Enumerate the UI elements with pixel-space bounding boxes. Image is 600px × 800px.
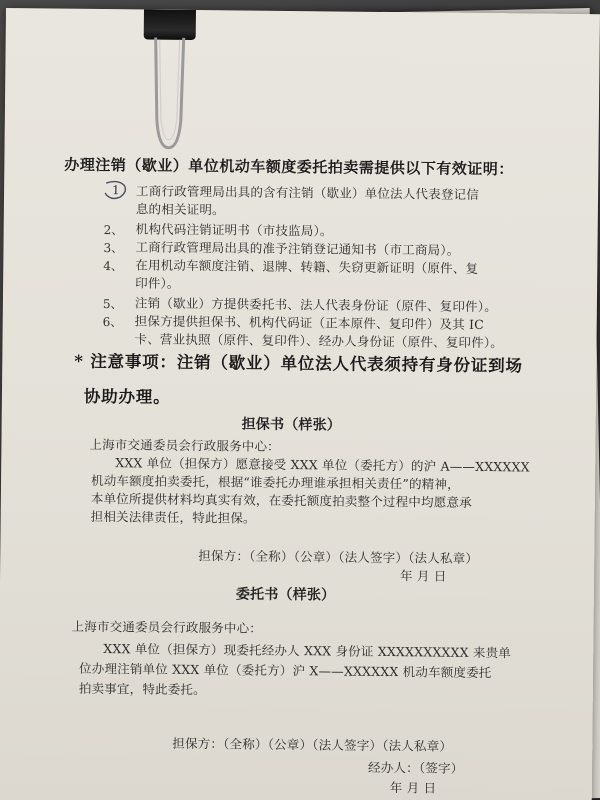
item-4-line-2: 印件）。: [135, 275, 180, 291]
notice-line-1: * 注意事项：注销（歇业）单位法人代表须持有身份证到场: [74, 351, 523, 376]
item-number-5: 5、: [102, 297, 123, 312]
guarantee-date: 年 月 日: [399, 568, 447, 584]
item-3-line-1: 工商行政管理局出具的准予注销登记通知书（市工商局）。: [135, 239, 460, 258]
paper-sheet: [0, 8, 600, 800]
guarantee-body-line-2: 机动车额度拍卖委托，根据“谁委托办理谁承担相关责任”的精神，: [90, 472, 460, 492]
entrust-date: 年 月 日: [389, 780, 437, 796]
item-number-3: 3、: [103, 241, 124, 256]
item-2-line-1: 机构代码注销证明书（市技监局）。: [135, 221, 333, 239]
guarantee-body-line-4: 担相关法律责任，特此担保。: [90, 508, 256, 526]
guarantee-body-line-1: XXX 单位（担保方）愿意接受 XXX 单位（委托方）的沪 A——XXXXXX: [115, 455, 530, 475]
item-6-line-1: 担保方提供担保书、机构代码证（正本原件、复印件）及其 IC: [134, 313, 485, 333]
entrust-agent: 经办人：（签字）: [367, 759, 464, 776]
entrust-body-line-1: XXX 单位（担保方）现委托经办人 XXX 身份证 XXXXXXXXXX 来贵单: [103, 641, 512, 661]
entrust-addressee: 上海市交通委员会行政服务中心：: [71, 618, 263, 636]
item-number-4: 4、: [103, 259, 124, 274]
item-4-line-1: 在用机动车额度注销、退牌、转籍、失窃更新证明（原件、复: [135, 257, 479, 276]
item-1-line-1: 工商行政管理局出具的含有注销（歇业）单位法人代表登记信: [136, 183, 480, 202]
guarantee-addressee: 上海市交通委员会行政服务中心：: [89, 436, 281, 454]
guarantee-body-line-3: 本单位所提供材料均真实有效，在委托额度拍卖整个过程中均愿意承: [90, 490, 472, 510]
guarantee-signer: 担保方：（全称）（公章）（法人签字）（法人私章）: [198, 548, 479, 566]
requirements-heading: 办理注销（歇业）单位机动车额度委托拍卖需提供以下有效证明：: [64, 155, 514, 179]
notice-line-2: 协助办理。: [83, 386, 171, 407]
item-number-1: 1: [112, 183, 120, 198]
entrust-body-line-3: 拍卖事宜，特此委托。: [78, 680, 206, 698]
entrust-body-line-2: 位办理注销单位 XXX 单位（委托方）沪 X——XXXXXX 机动车额度委托: [79, 660, 492, 681]
item-1-line-2: 息的相关证明。: [135, 201, 225, 218]
entrust-title: 委托书（样张）: [235, 586, 336, 604]
item-5-line-1: 注销（歇业）方提供委托书、法人代表身份证（原件、复印件）。: [134, 295, 498, 315]
guarantee-title: 担保书（样张）: [241, 416, 342, 434]
item-number-2: 2、: [103, 223, 124, 238]
document-content: [0, 8, 600, 800]
entrust-signer: 担保方：（全称）（公章）（法人签字）（法人私章）: [172, 735, 453, 754]
item-6-line-2: 卡、营业执照（原件、复印件）、经办人身份证（原件、复印件）。: [134, 331, 504, 351]
item-number-6: 6、: [102, 315, 123, 330]
